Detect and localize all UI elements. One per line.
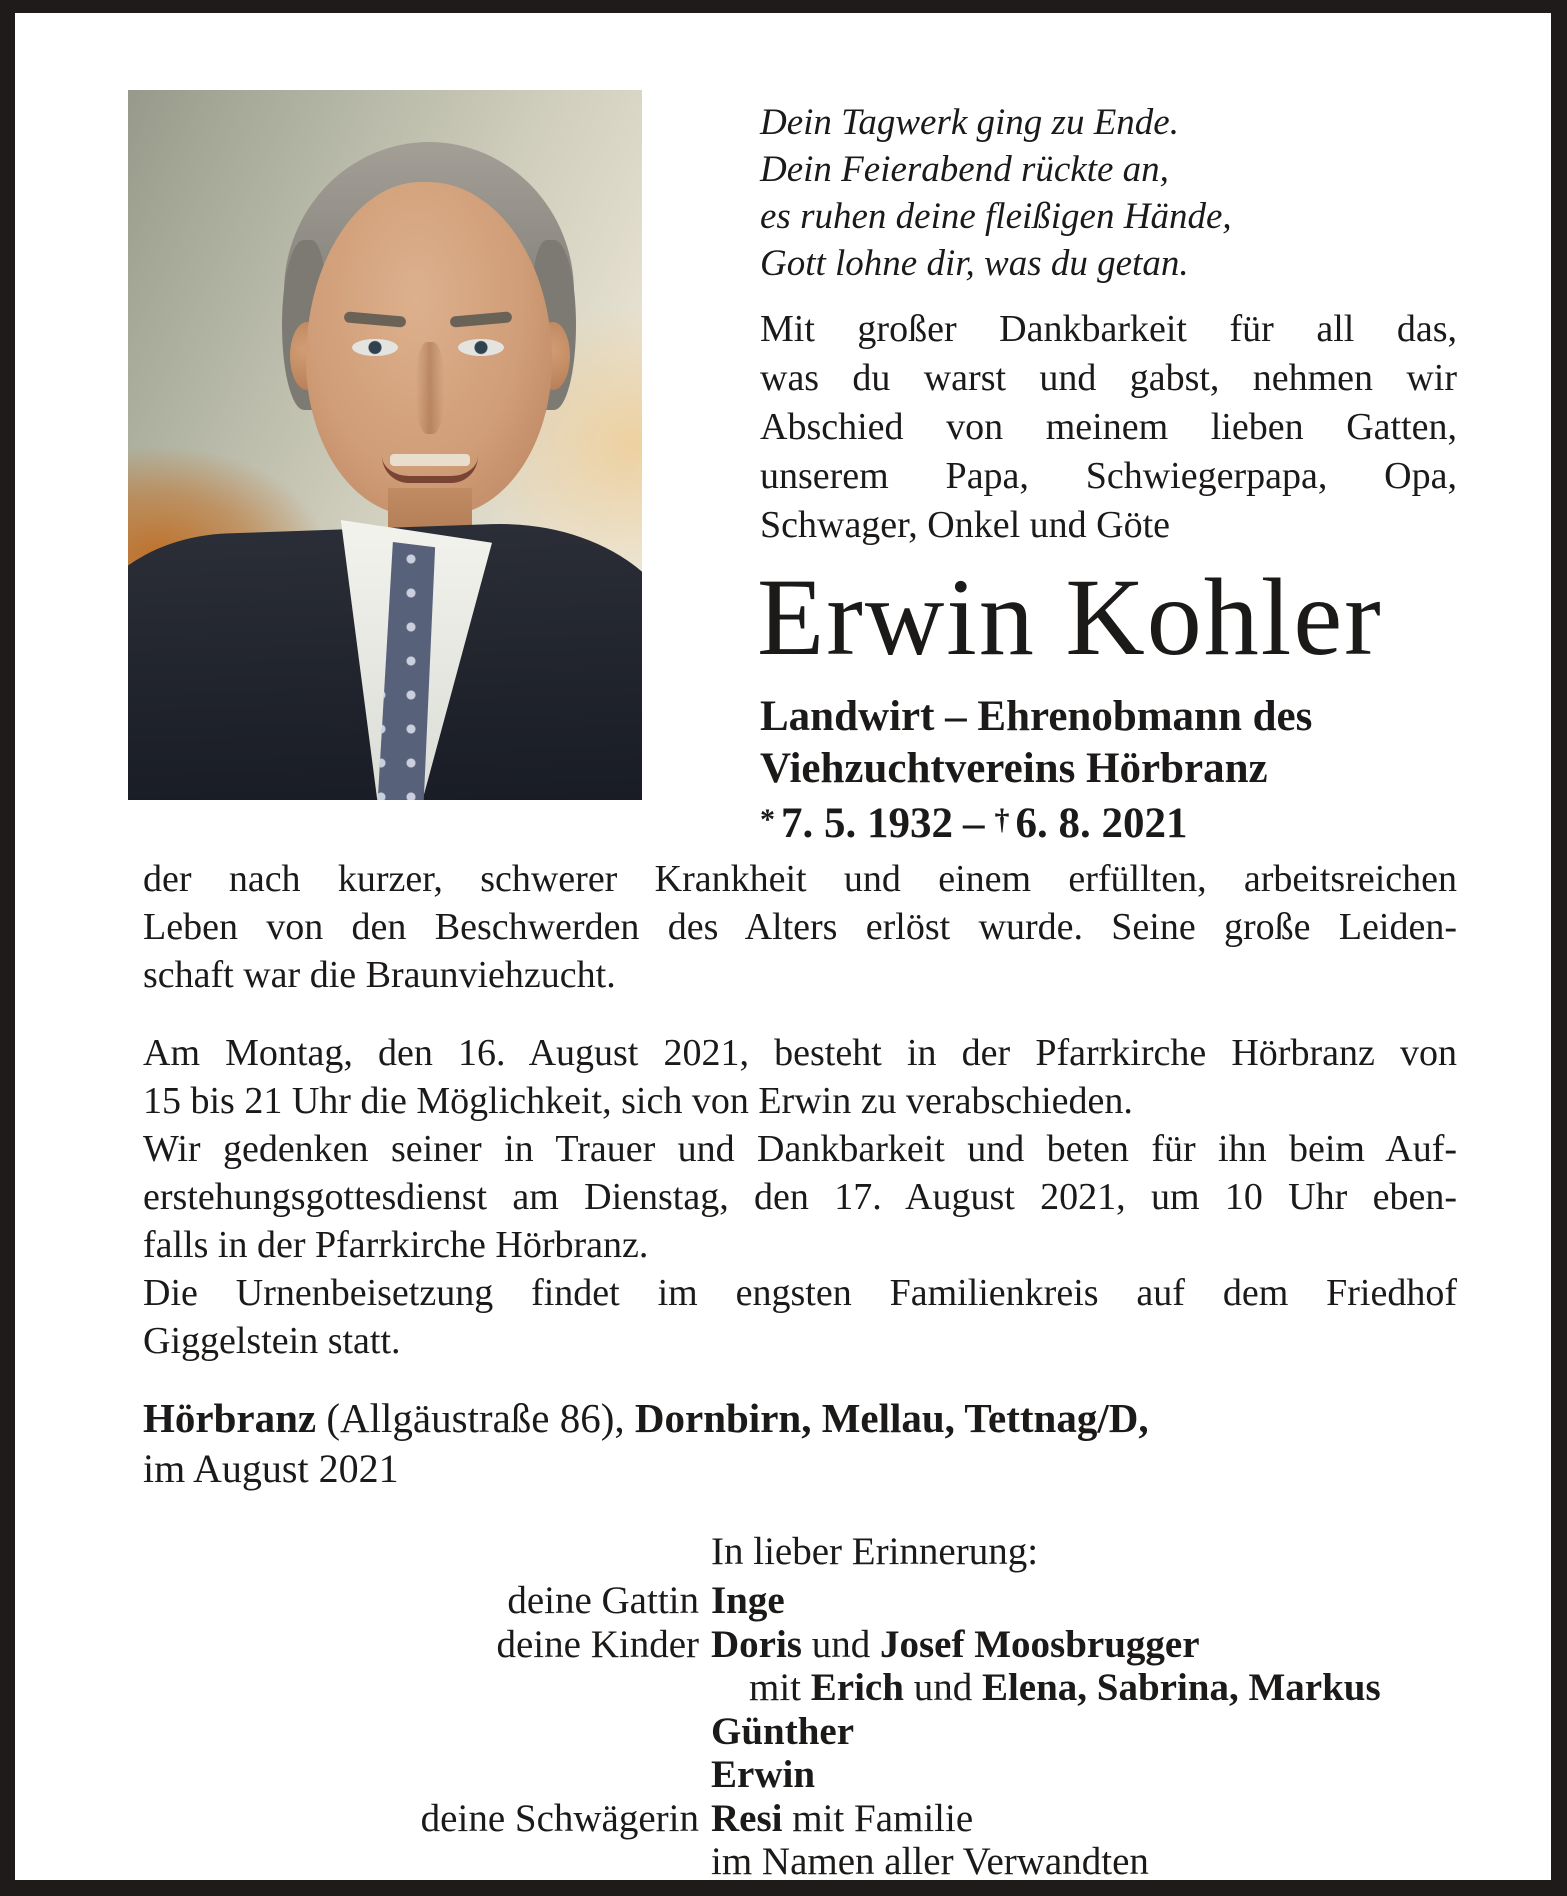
body-line: Wir gedenken seiner in Trauer und Dankbarkeit und beten für ihn beim Auf-: [143, 1128, 1457, 1170]
paper-sheet: [15, 13, 1551, 1883]
mourner-names: [711, 1623, 1473, 1667]
relation-label: deine Kinder: [496, 1622, 699, 1666]
mourner-name: Resi: [711, 1796, 783, 1840]
announcement-date: im August 2021: [143, 1446, 399, 1491]
poem-line: es ruhen deine fleißigen Hände,: [760, 196, 1232, 237]
deceased-title: [760, 691, 1457, 795]
relation-label: deine Schwägerin: [420, 1796, 699, 1840]
mourner-name: Erich: [810, 1666, 904, 1709]
intro-line: was du warst und gabst, nehmen wir: [760, 357, 1457, 399]
mourner-names: [711, 1579, 1473, 1623]
birth-date: 7. 5. 1932: [781, 800, 953, 847]
mourner-names: [711, 1797, 1473, 1841]
mourner-name: Doris: [711, 1622, 802, 1666]
body-line: schaft war die Braunviehzucht.: [143, 954, 616, 996]
right-eye: [458, 339, 504, 356]
poem-line: Gott lohne dir, was du getan.: [760, 243, 1189, 284]
body-line: Leben von den Beschwerden des Alters erlöst wurde. Seine große Leiden-: [143, 906, 1457, 948]
intro-line: Schwager, Onkel und Göte: [760, 504, 1171, 546]
relation-label: [143, 1710, 699, 1754]
remembrance-heading: In lieber Erinnerung:: [711, 1530, 1039, 1573]
mourner-names: [711, 1753, 1473, 1797]
left-eye: [352, 339, 398, 356]
mourner-text: mit: [749, 1666, 811, 1709]
title-line: Landwirt – Ehrenobmann des: [760, 693, 1313, 740]
birth-star-symbol: *: [760, 803, 775, 836]
poem-line: Dein Feierabend rückte an,: [760, 149, 1169, 190]
deceased-name: Erwin Kohler: [757, 556, 1383, 678]
mourner-name: Günther: [711, 1709, 855, 1753]
mourner-text: und: [802, 1622, 880, 1666]
portrait-photo: [128, 90, 642, 800]
mourner-name: Elena, Sabrina, Markus: [981, 1666, 1381, 1709]
memorial-poem: [760, 99, 1440, 287]
relation-label: [143, 1753, 699, 1797]
poem-line: Dein Tagwerk ging zu Ende.: [760, 102, 1179, 143]
title-line: Viehzuchtvereins Hörbranz: [760, 745, 1268, 792]
body-line: Am Montag, den 16. August 2021, besteht in der Pfarrkirche Hörbranz von: [143, 1032, 1457, 1074]
mourner-text: und: [903, 1666, 982, 1709]
obituary-paragraph-2: [143, 1029, 1457, 1365]
intro-line: Abschied von meinem lieben Gatten,: [760, 406, 1457, 448]
body-line: der nach kurzer, schwerer Krankheit und einem erfüllten, arbeitsreichen: [143, 858, 1457, 900]
mourner-text: mit Familie: [782, 1796, 974, 1840]
mourner-name: Erwin: [711, 1753, 816, 1796]
nose: [416, 342, 444, 434]
intro-line: Mit großer Dankbarkeit für all das,: [760, 308, 1457, 350]
mourner-name: Inge: [711, 1579, 785, 1622]
body-line: Die Urnenbeisetzung findet im engsten Familienkreis auf dem Friedhof: [143, 1272, 1457, 1314]
obituary-paragraph-1: [143, 855, 1457, 999]
relation-label: [143, 1666, 699, 1710]
mourner-names: [711, 1710, 1473, 1754]
relation-label: [143, 1840, 699, 1884]
death-date: 6. 8. 2021: [1015, 800, 1188, 847]
mourner-text: im Namen aller Verwandten: [711, 1840, 1149, 1883]
mourner-name: Josef Moosbrugger: [880, 1622, 1200, 1666]
body-line: falls in der Pfarrkirche Hörbranz.: [143, 1224, 649, 1266]
intro-line: unserem Papa, Schwiegerpapa, Opa,: [760, 455, 1457, 497]
life-dates: [760, 799, 1457, 848]
date-separator: –: [963, 800, 985, 847]
mourner-names: [711, 1840, 1473, 1884]
body-line: 15 bis 21 Uhr die Möglichkeit, sich von Erwin zu verabschieden.: [143, 1080, 1133, 1122]
body-line: erstehungsgottesdienst am Dienstag, den 17. August 2021, um 10 Uhr eben-: [143, 1176, 1457, 1218]
farewell-intro: [760, 305, 1457, 550]
death-cross-symbol: †: [994, 803, 1010, 836]
body-line: Giggelstein statt.: [143, 1320, 401, 1362]
relation-label: deine Gattin: [507, 1579, 699, 1622]
place-hoerbranz: Hörbranz: [143, 1395, 317, 1441]
mourners-list: [143, 1579, 1473, 1884]
places-line: [143, 1393, 1457, 1443]
place-address: (Allgäustraße 86),: [316, 1395, 635, 1441]
mourner-names: [711, 1666, 1473, 1710]
mouth: [382, 456, 478, 483]
place-other-towns: Dornbirn, Mellau, Tettnag/D,: [634, 1395, 1149, 1441]
